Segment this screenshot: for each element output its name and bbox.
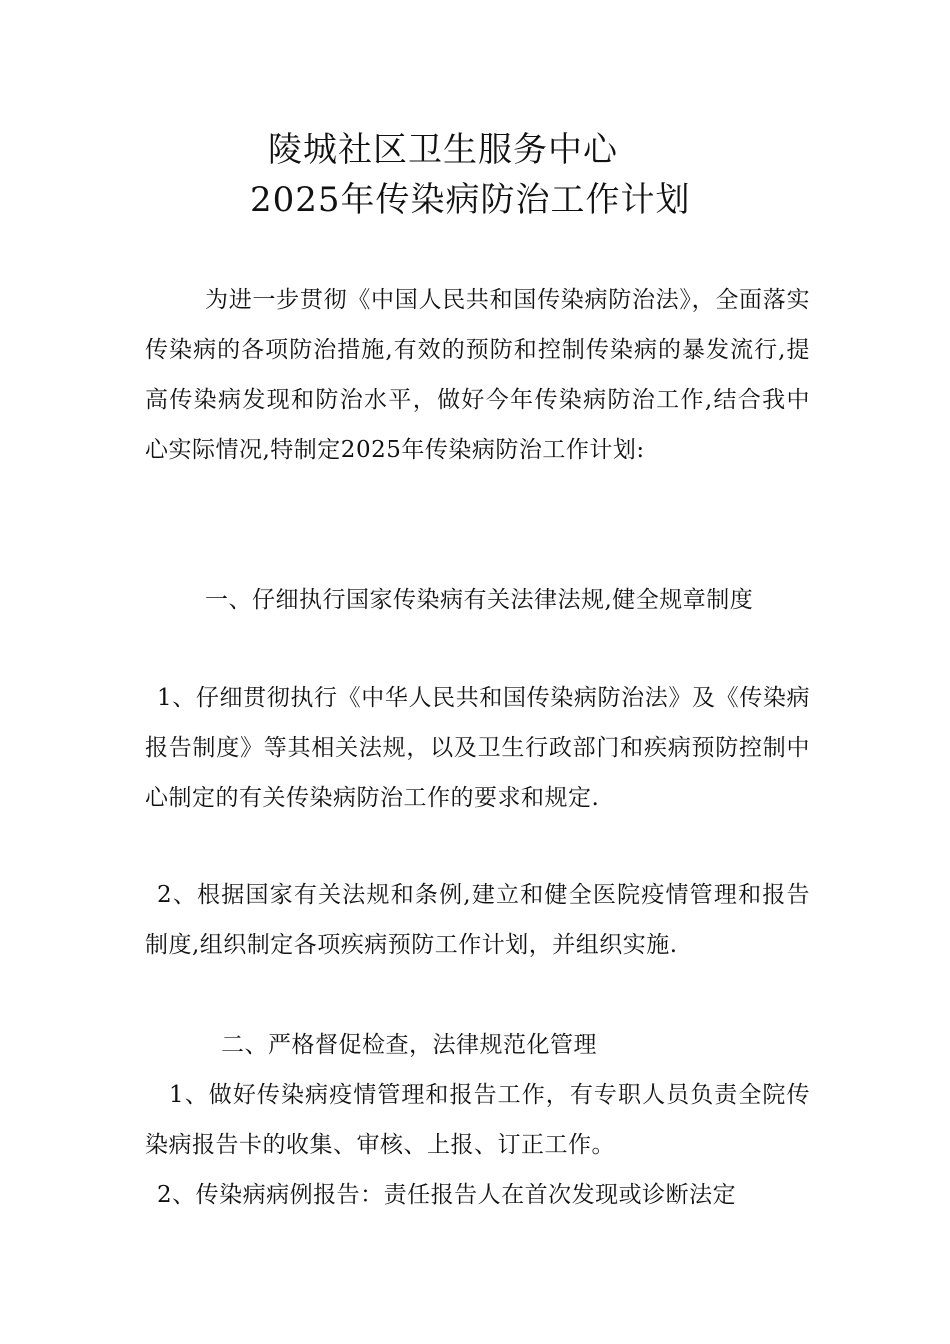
section1-item1: 1、仔细贯彻执行《中华人民共和国传染病防治法》及《传染病报告制度》等其相关法规，以及卫生行政部门和疾病预防控制中心制定的有关传染病防治工作的要求和规定. (145, 685, 810, 811)
section1-heading: 一、仔细执行国家传染病有关法律法规,健全规章制度 (205, 587, 754, 613)
section2-heading: 二、严格督促检查，法律规范化管理 (221, 1032, 597, 1058)
document-title-line1: 陵城社区卫生服务中心 (268, 130, 618, 170)
document-title-line2: 2025年传染病防治工作计划 (250, 180, 691, 220)
section1-item2: 2、根据国家有关法规和条例,建立和健全医院疫情管理和报告制度,组织制定各项疾病预防工作计划，并组织实施. (145, 882, 810, 958)
section2-item2: 2、传染病病例报告：责任报告人在首次发现或诊断法定 (157, 1182, 737, 1208)
section2-item1: 1、做好传染病疫情管理和报告工作，有专职人员负责全院传染病报告卡的收集、审核、上报、订正工作。 (145, 1082, 810, 1158)
intro-paragraph: 为进一步贯彻《中国人民共和国传染病防治法》，全面落实传染病的各项防治措施,有效的预防和控制传染病的暴发流行,提高传染病发现和防治水平，做好今年传染病防治工作,结合我中心实际情况,特制定2025年传染病防治工作计划: (145, 287, 810, 463)
